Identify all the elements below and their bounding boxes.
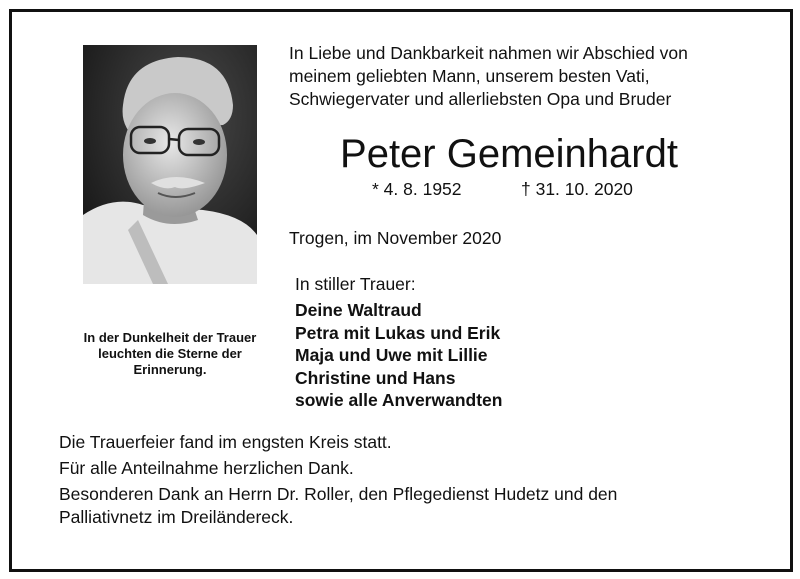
birth-date: * 4. 8. 1952 bbox=[372, 179, 462, 199]
photo-caption-line: Erinnerung. bbox=[133, 362, 207, 377]
mourner-item: Christine und Hans bbox=[295, 367, 456, 388]
photo-caption-line: leuchten die Sterne der bbox=[98, 346, 242, 361]
note-line: Besonderen Dank an Herrn Dr. Roller, den Pflegedienst Hudetz und den bbox=[59, 484, 618, 504]
note-line: Palliativnetz im Dreiländereck. bbox=[59, 507, 294, 527]
intro-line: meinem geliebten Mann, unserem besten Vati, bbox=[289, 66, 650, 86]
mourner-item: sowie alle Anverwandten bbox=[295, 390, 503, 410]
portrait-image bbox=[83, 45, 257, 284]
portrait-photo bbox=[83, 45, 257, 284]
closing-notes bbox=[59, 431, 769, 529]
photo-caption bbox=[55, 330, 285, 378]
mourner-item: Petra mit Lukas und Erik bbox=[295, 322, 501, 343]
deceased-name: Peter Gemeinhardt bbox=[340, 132, 678, 176]
death-date: † 31. 10. 2020 bbox=[521, 179, 633, 199]
intro-line: Schwiegervater und allerliebsten Opa und Bruder bbox=[289, 89, 672, 109]
photo-caption-line: In der Dunkelheit der Trauer bbox=[83, 330, 257, 345]
mourning-label: In stiller Trauer: bbox=[295, 274, 416, 294]
note-line: Für alle Anteilnahme herzlichen Dank. bbox=[59, 458, 354, 478]
intro-line: In Liebe und Dankbarkeit nahmen wir Abschied von bbox=[289, 43, 688, 63]
note-line: Die Trauerfeier fand im engsten Kreis statt. bbox=[59, 432, 392, 452]
mourners-list bbox=[295, 299, 502, 412]
intro-text bbox=[289, 42, 769, 111]
mourner-item: Maja und Uwe mit Lillie bbox=[295, 345, 488, 365]
place-and-date: Trogen, im November 2020 bbox=[289, 228, 502, 248]
mourner-item: Deine Waltraud bbox=[295, 300, 422, 320]
